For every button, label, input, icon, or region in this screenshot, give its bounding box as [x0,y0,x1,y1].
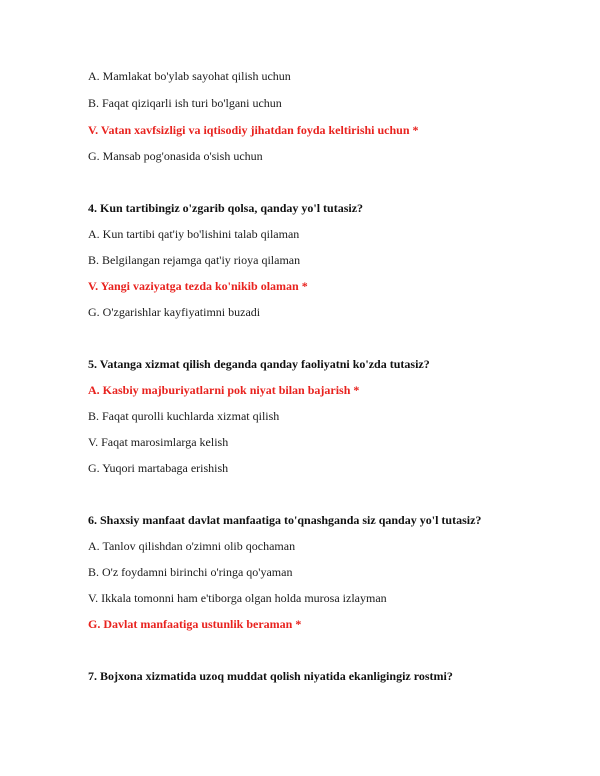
question-5: 5. Vatanga xizmat qilish deganda qanday faoliyatni ko'zda tutasiz? [88,357,430,371]
option-4b: B. Belgilangan rejamga qat'iy rioya qilaman [88,253,301,267]
option-5g: G. Yuqori martabaga erishish [88,461,229,475]
question-7: 7. Bojxona xizmatida uzoq muddat qolish niyatida ekanligingiz rostmi? [88,669,453,683]
option-3a: A. Mamlakat bo'ylab sayohat qilish uchun [88,69,291,83]
option-3g: G. Mansab pog'onasida o'sish uchun [88,149,263,163]
option-6a: A. Tanlov qilishdan o'zimni olib qochaman [88,539,296,553]
question-6: 6. Shaxsiy manfaat davlat manfaatiga to'qnashganda siz qanday yo'l tutasiz? [88,513,482,527]
option-3v-correct: V. Vatan xavfsizligi va iqtisodiy jihatdan foyda keltirishi uchun * [88,123,419,137]
option-6b: B. O'z foydamni birinchi o'ringa qo'yaman [88,565,293,579]
option-5a-correct: A. Kasbiy majburiyatlarni pok niyat bilan bajarish * [88,383,360,397]
option-3b: B. Faqat qiziqarli ish turi bo'lgani uchun [88,96,282,110]
option-4g: G. O'zgarishlar kayfiyatimni buzadi [88,305,261,319]
option-5b: B. Faqat qurolli kuchlarda xizmat qilish [88,409,280,423]
option-6g-correct: G. Davlat manfaatiga ustunlik beraman * [88,617,302,631]
option-6v: V. Ikkala tomonni ham e'tiborga olgan holda murosa izlayman [88,591,387,605]
option-5v: V. Faqat marosimlarga kelish [88,435,229,449]
option-4a: A. Kun tartibi qat'iy bo'lishini talab qilaman [88,227,300,241]
question-4: 4. Kun tartibingiz o'zgarib qolsa, qanday yo'l tutasiz? [88,201,364,215]
option-4v-correct: V. Yangi vaziyatga tezda ko'nikib olaman * [88,279,308,293]
